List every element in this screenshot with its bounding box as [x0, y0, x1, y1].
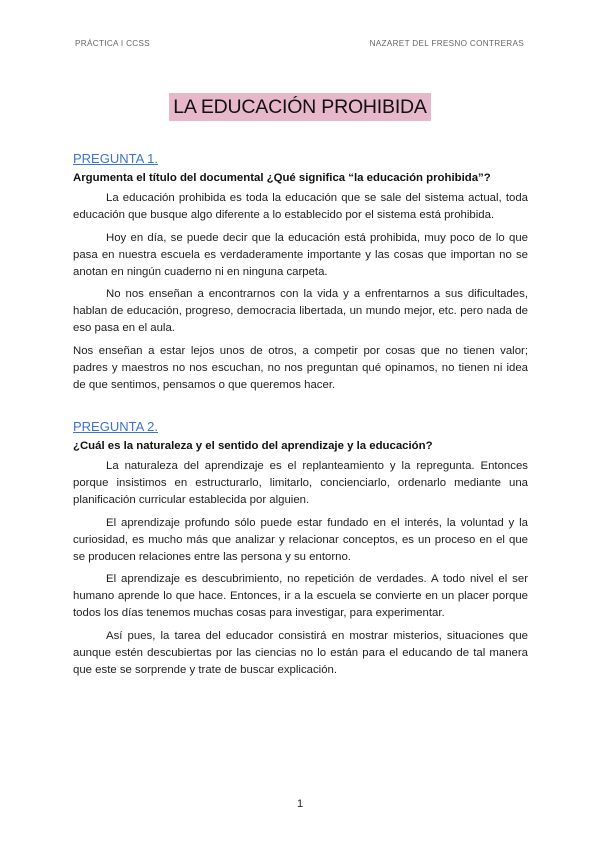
section-pregunta-1 [73, 151, 528, 399]
paragraph: El aprendizaje es descubrimiento, no repetición de verdades. A todo nivel el ser humano aprende lo que hace. Entonces, ir a la escuela se convierte en un placer porque todos los días tenemos muchas cosas para investigar, para experimentar. [73, 573, 528, 619]
title-container [0, 93, 600, 121]
question-text: ¿Cuál es la naturaleza y el sentido del aprendizaje y la educación? [73, 440, 433, 452]
paragraph: Así pues, la tarea del educador consistirá en mostrar misterios, situaciones que aunque estén descubiertas por las ciencias no lo están para el educando de tal manera que este se sorprende y trate de buscar explicación. [73, 629, 528, 676]
paragraph: No nos enseñan a encontrarnos con la vida y a enfrentarnos a sus dificultades, hablan de educación, progreso, democracia libertada, un mundo mejor, etc. pero nada de eso pasa en el aula. [73, 288, 528, 334]
paragraph: La naturaleza del aprendizaje es el replanteamiento y la repregunta. Entonces porque insistimos en estructurarlo, limitarlo, concienciarlo, ordenarlo mediante una planificación curricular establecida por alguien. [73, 460, 528, 506]
header-course: PRÁCTICA I CCSS [75, 39, 151, 48]
document-title: LA EDUCACIÓN PROHIBIDA [169, 93, 431, 121]
question-label: PREGUNTA 1. [73, 151, 159, 166]
question-text: Argumenta el título del documental ¿Qué significa “la educación prohibida”? [73, 172, 491, 184]
page-number: 1 [296, 798, 304, 810]
paragraph: Nos enseñan a estar lejos unos de otros, a competir por cosas que no tienen valor; padres y maestros no nos escuchan, no nos preguntan qué opinamos, no tienen ni idea de que sentimos, pensamos o que queremos hacer. [73, 344, 528, 391]
paragraph: El aprendizaje profundo sólo puede estar fundado en el interés, la voluntad y la curiosidad, es mucho más que analizar y relacionar conceptos, es un proceso en el que se producen relaciones entre las persona y su entorno. [73, 516, 528, 563]
header-author: NAZARET DEL FRESNO CONTRERAS [369, 39, 524, 48]
paragraph: La educación prohibida es toda la educación que se sale del sistema actual, toda educación que busque algo diferente a lo establecido por el sistema está prohibida. [73, 192, 528, 221]
paragraph: Hoy en día, se puede decir que la educación está prohibida, muy poco de lo que pasa en nuestra escuela es verdaderamente importante y las cosas que importan no se anotan en ningún cuaderno ni en ninguna carpeta. [73, 231, 528, 278]
section-pregunta-2 [73, 419, 528, 684]
question-label: PREGUNTA 2. [73, 419, 159, 434]
